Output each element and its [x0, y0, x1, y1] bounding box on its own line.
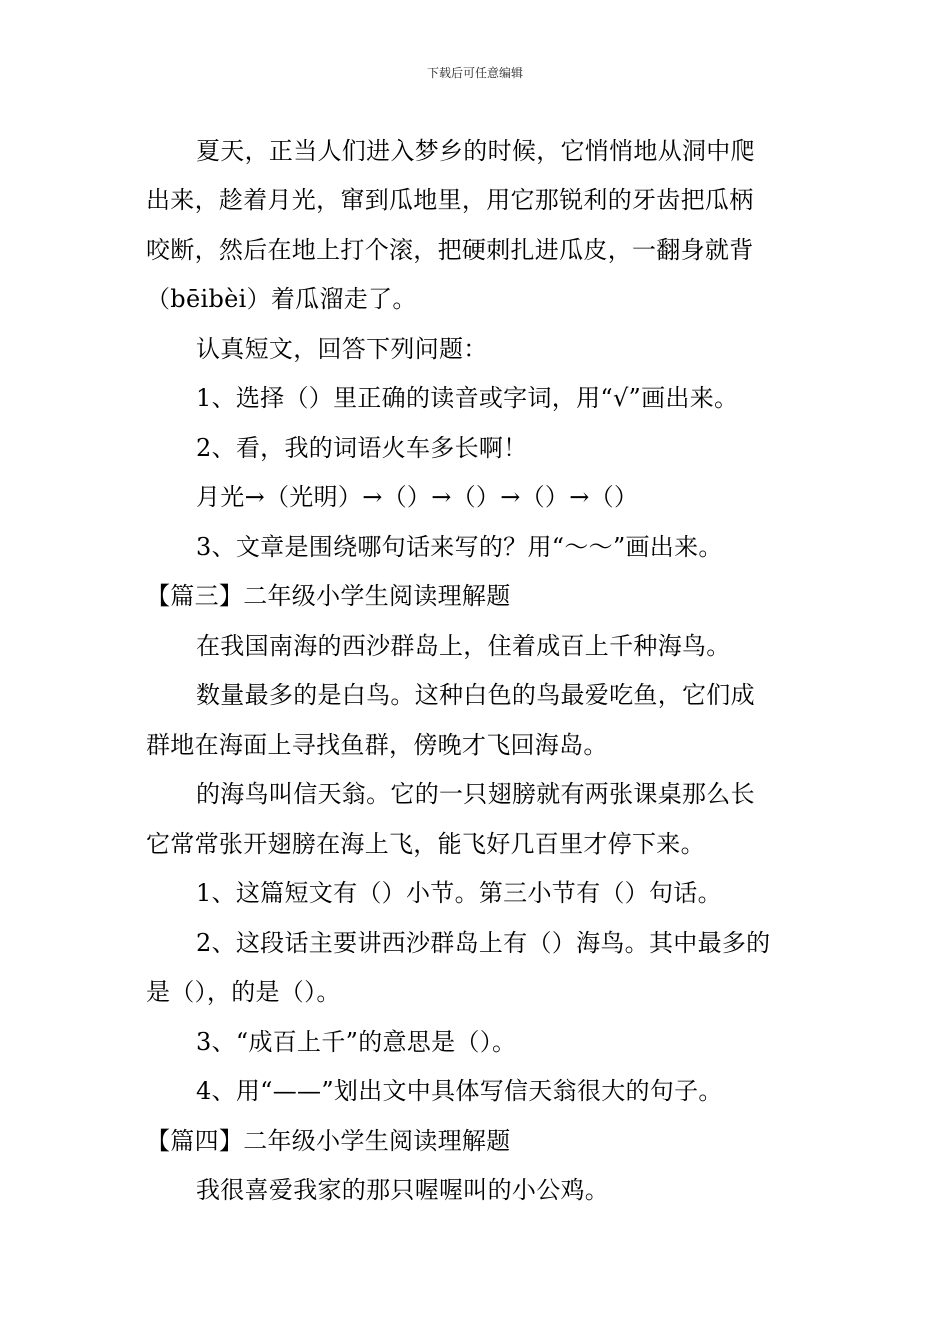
word-train-line: 月光→（光明）→（）→（）→（）→（） — [196, 483, 639, 511]
question-line: 是（），的是（）。 — [146, 978, 341, 1006]
paragraph-line: 的海鸟叫信天翁。它的一只翅膀就有两张课桌那么长 — [196, 780, 755, 808]
paragraph-line: 咬断，然后在地上打个滚，把硬刺扎进瓜皮，一翻身就背 — [146, 236, 754, 264]
paragraph-line: 它常常张开翅膀在海上飞，能飞好几百里才停下来。 — [146, 830, 705, 858]
question-line: 1、这篇短文有（）小节。第三小节有（）句话。 — [196, 879, 722, 907]
instruction-line: 认真短文，回答下列问题： — [196, 335, 488, 363]
question-line: 2、看，我的词语火车多长啊！ — [196, 434, 528, 462]
question-line: 3、“成百上千”的意思是（）。 — [196, 1028, 517, 1056]
paragraph-line: 出来，趁着月光，窜到瓜地里，用它那锐利的牙齿把瓜柄 — [146, 186, 754, 214]
page-header: 下载后可任意编辑 — [426, 66, 523, 80]
question-line: 2、这段话主要讲西沙群岛上有（）海鸟。其中最多的 — [196, 929, 771, 957]
paragraph-line: 在我国南海的西沙群岛上，住着成百上千种海鸟。 — [196, 632, 731, 660]
question-line: 3、文章是围绕哪句话来写的？用“～～”画出来。 — [196, 533, 723, 561]
paragraph-line: 我很喜爱我家的那只喔喔叫的小公鸡。 — [196, 1176, 610, 1204]
paragraph-line: （bēibèi）着瓜溜走了。 — [146, 285, 417, 313]
question-line: 4、用“——”划出文中具体写信天翁很大的句子。 — [196, 1077, 723, 1105]
section-heading: 【篇四】二年级小学生阅读理解题 — [146, 1127, 511, 1155]
paragraph-line: 数量最多的是白鸟。这种白色的鸟最爱吃鱼，它们成 — [196, 681, 755, 709]
question-line: 1、选择（）里正确的读音或字词，用“√”画出来。 — [196, 384, 739, 412]
section-heading: 【篇三】二年级小学生阅读理解题 — [146, 582, 511, 610]
paragraph-line: 群地在海面上寻找鱼群，傍晚才飞回海岛。 — [146, 731, 608, 759]
paragraph-line: 夏天，正当人们进入梦乡的时候，它悄悄地从洞中爬 — [196, 137, 755, 165]
